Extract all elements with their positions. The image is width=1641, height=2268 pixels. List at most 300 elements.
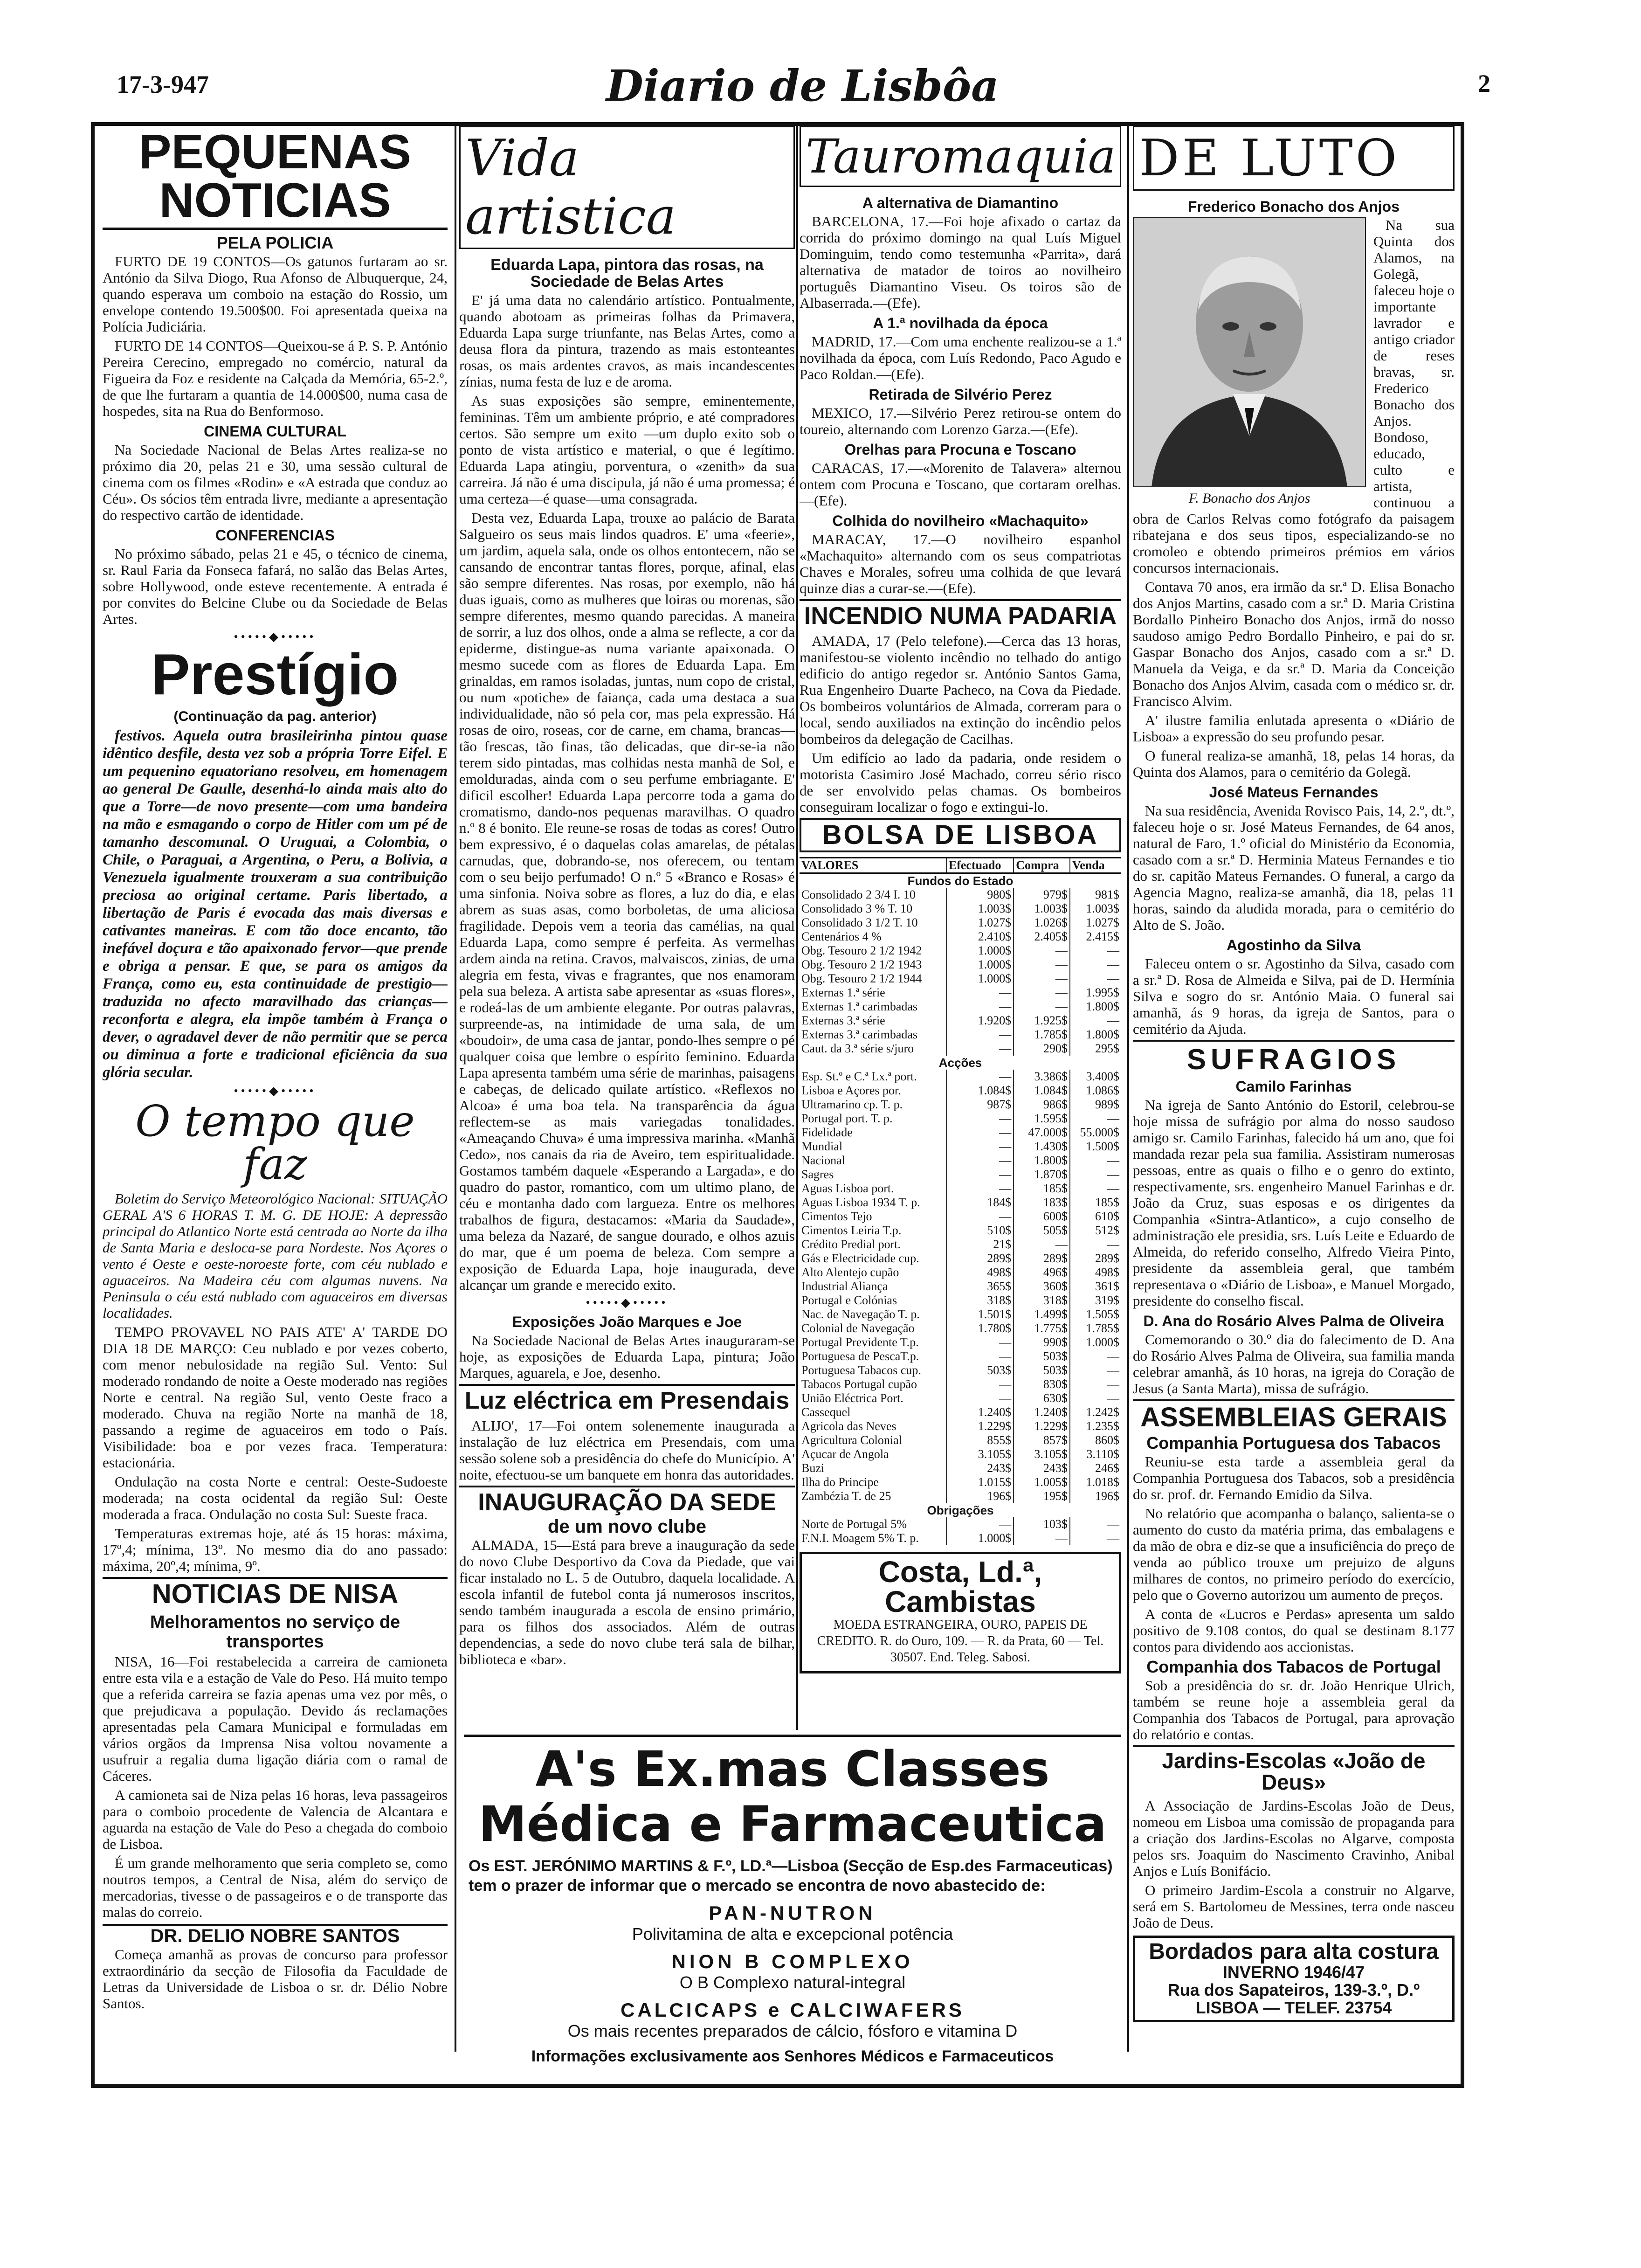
article-text: No próximo sábado, pelas 21 e 45, o técnico de cinema, sr. Raul Faria da Fonseca fafará, no salão das Belas Artes, sobre Hollywood, onde esteve recentemente. A entrada é por convites do Belcine Clube ou da Sociedade de Belas Artes. <box>103 546 448 627</box>
table-row <box>800 1098 1121 1112</box>
table-row <box>800 1224 1121 1238</box>
advert-footer: Informações exclusivamente aos Senhores Médicos e Farmaceuticos <box>531 2047 1054 2065</box>
price-cell: 318$ <box>946 1293 1014 1307</box>
price-cell: — <box>1070 944 1121 958</box>
security-name: Nac. de Navegação T. p. <box>801 1307 920 1321</box>
column-de-luto <box>1133 126 1455 2052</box>
stock-table-body <box>800 873 1121 1546</box>
security-name: Gás e Electricidade cup. <box>801 1252 919 1265</box>
table-row <box>800 1349 1121 1363</box>
price-cell: 510$ <box>946 1224 1014 1238</box>
article-text: No relatório que acompanha o balanço, salienta-se o aumento do custo da matéria prima, das embalagens e da mão de obra e diz-se que a insuficiência do preço de venda ao público trouxe um prejuizo de alguns milhares de contos, no primeiro período do exercício, pelo que o Governo autorizou um aumento de preços. <box>1133 1505 1455 1603</box>
table-row <box>800 944 1121 958</box>
article-title: PELA POLICIA <box>216 233 334 252</box>
price-cell: 1.780$ <box>946 1321 1014 1335</box>
advert-title: Costa, Ld.ª, Cambistas <box>878 1555 1042 1618</box>
table-row <box>800 1252 1121 1265</box>
table-row <box>800 1028 1121 1042</box>
product-name: CALCICAPS e CALCIWAFERS <box>621 1999 965 2021</box>
security-name: Sagres <box>801 1168 834 1181</box>
security-name: Lisboa e Açores por. <box>801 1084 901 1097</box>
article-text: Na Sociedade Nacional de Belas Artes inauguraram-se hoje, as exposições de Eduarda Lapa, pintura; João Marques, aguarela, e Joe, desenho. <box>459 1332 795 1381</box>
price-cell: 1.775$ <box>1014 1321 1070 1335</box>
price-cell: 319$ <box>1070 1293 1121 1307</box>
article-title: NOTICIAS DE NISA <box>103 1577 448 1608</box>
price-cell: 1.800$ <box>1014 1154 1070 1168</box>
article-text: AMADA, 17 (Pelo telefone).—Cerca das 13 horas, manifestou-se violento incêndio no telhado do antigo edificio do antigo regedor sr. António Santos Gama, Rua Engenheiro Duarte Pacheco, na Cova da Piedade. Os bombeiros voluntários de Almada, correram para o local, sendo auxiliados na extinção do incêndio pelos bombeiros da delegação de Cacilhas. <box>800 633 1121 747</box>
price-cell: 1.003$ <box>1070 902 1121 916</box>
price-cell: 1.505$ <box>1070 1307 1121 1321</box>
price-cell: — <box>946 1349 1014 1363</box>
security-name: Norte de Portugal 5% <box>801 1517 907 1531</box>
article-text: MARACAY, 17.—O novilheiro espanhol «Machaquito» alternando com os seus compatriotas Chaves e Morales, sofreu uma colhida de que levará quinze dias a curar-se.—(Efe). <box>800 531 1121 596</box>
article-text: Boletim do Serviço Meteorológico Nacional: SITUAÇÃO GERAL A'S 6 HORAS T. M. G. DE HOJE: A depressão principal do Atlantico Norte está centrada ao Norte da ilha de Santa Maria e desloca-se para Nordeste. Nos Açores o vento é Oeste e oeste-noroeste forte, com céu nublado e aguaceiros. Na Madeira céu com algumas nuvens. Na Peninsula o céu está nublado com aguaceiros em diversas localidades. <box>103 1190 448 1321</box>
price-cell: — <box>946 986 1014 1000</box>
article-title: INAUGURAÇÃO DA SEDE <box>459 1486 795 1514</box>
price-cell: 990$ <box>1014 1335 1070 1349</box>
price-cell: — <box>946 1028 1014 1042</box>
price-cell: — <box>1014 986 1070 1000</box>
price-cell: 3.105$ <box>1014 1447 1070 1461</box>
table-row <box>800 1126 1121 1140</box>
article-text: Ondulação na costa Norte e central: Oeste-Sudoeste moderada; na costa ocidental da região Sul: Oeste moderada a fraca. Ondulação no costa Sul: Sueste fraca. <box>103 1473 448 1522</box>
price-cell: 289$ <box>946 1252 1014 1265</box>
issue-date: 17-3-947 <box>117 70 209 98</box>
table-row <box>800 1084 1121 1098</box>
security-name: Agricola das Neves <box>801 1419 896 1433</box>
price-cell: 3.386$ <box>1014 1070 1070 1084</box>
price-cell: 1.870$ <box>1014 1168 1070 1182</box>
price-cell: 3.105$ <box>946 1447 1014 1461</box>
section-heading: Vida artistica <box>459 126 795 249</box>
article-title: Companhia dos Tabacos de Portugal <box>1146 1657 1441 1676</box>
article-title: DR. DELIO NOBRE SANTOS <box>103 1924 448 1944</box>
stock-table <box>800 857 1121 1545</box>
price-cell: — <box>1014 1531 1070 1545</box>
table-row <box>800 1321 1121 1335</box>
article-text: festivos. Aquela outra brasileirinha pintou quase idêntico desfile, desta vez sob a própria Torre Eifel. E um pequenino equatoriano resolveu, em homenagem ao general De Gaulle, desenhá-lo ainda mais alto do que a Torre—de novo presente—com uma bandeira na mão e esmagando o corpo de Hitler com um pé de tamanho descomunal. O Uruguai, a Colombia, o Chile, o Paraguai, a Argentina, o Peru, a Bolivia, a Venezuela igualmente trouxeram a sua contribuição preciosa ao original certame. Paris libertado, a libertação de Paris é evocada das mais diversas e cativantes maneiras. E com tão doce encanto, tão inefável doçura e tão apaixonado fervor—que prende e obriga a pensar. E que, se para os amigos da França, como eu, esta continuidade de prestigio—traduzida no afecto maravilhado das crianças—reconforta e alegra, ela impõe também à França o dever, o agradavel dever de não permitir que se perca ou diminua a forte e tradicional eficiência da sua glória secular. <box>103 727 448 1081</box>
table-row <box>800 1265 1121 1279</box>
price-cell: 600$ <box>1014 1210 1070 1224</box>
price-cell: 21$ <box>946 1238 1014 1252</box>
security-name: Açucar de Angola <box>801 1447 889 1461</box>
price-cell: 184$ <box>946 1196 1014 1210</box>
price-cell: 295$ <box>1070 1042 1121 1056</box>
security-name: Obg. Tesouro 2 1/2 1942 <box>801 944 922 957</box>
column-tauromaquia <box>800 126 1121 1735</box>
security-name: Consolidado 3 % T. 10 <box>801 902 913 915</box>
security-name: Esp. St.º e C.ª Lx.ª port. <box>801 1070 917 1083</box>
article-text: FURTO DE 14 CONTOS—Queixou-se á P. S. P. António Pereira Cerecino, empregado no comércio, natural da Figueira da Foz e residente na Calçada da Memória, 65-2.º, de que lhe furtaram a quantia de 14.000$00, numa casa de hospedes, sita na Rua do Benformoso. <box>103 338 448 419</box>
article-text: Faleceu ontem o sr. Agostinho da Silva, casado com a sr.ª D. Rosa de Almeida e Silva, pai de D. Hermínia Silva e sogro do sr. António Maia. O funeral sai amanhã, ás 9 horas, da igreja de Santos, para o cemitério da Ajuda. <box>1133 955 1455 1037</box>
security-name: Zambézia T. de 25 <box>801 1489 891 1503</box>
price-cell: — <box>1014 944 1070 958</box>
table-row <box>800 888 1121 902</box>
price-cell: 1.026$ <box>1014 916 1070 930</box>
column-rule <box>455 126 456 2052</box>
price-cell: 860$ <box>1070 1433 1121 1447</box>
price-cell: — <box>946 1182 1014 1196</box>
price-cell: 1.000$ <box>946 1531 1014 1545</box>
table-row <box>800 1531 1121 1545</box>
price-cell: — <box>1070 1531 1121 1545</box>
table-row <box>800 1070 1121 1084</box>
price-cell: — <box>946 1154 1014 1168</box>
price-cell: 979$ <box>1014 888 1070 902</box>
price-cell: 1.003$ <box>946 902 1014 916</box>
security-name: Ilha do Principe <box>801 1475 879 1489</box>
price-cell: 3.110$ <box>1070 1447 1121 1461</box>
article-title: Companhia Portuguesa dos Tabacos <box>1146 1433 1441 1452</box>
security-name: Obg. Tesouro 2 1/2 1944 <box>801 972 922 985</box>
column-header: Efectuado <box>946 858 1014 873</box>
article-text: Na igreja de Santo António do Estoril, celebrou-se hoje missa de sufrágio por alma do nosso saudoso amigo sr. Camilo Farinhas, falecido há um ano, que foi mandada rezar pela sua familia. Assistiram numerosas pessoas, entre as quais o filho e o genro do extinto, respectivamente, srs. engenheiro Manuel Farinhas e dr. João da Cruz, suas esposas e os dirigentes da Companhia «Sintra-Atlantico», a cujo conselho de administração ele presidia, srs. Luís Leite e Eduardo de Almeida, do referido conselho, Alfredo Vieira Pinto, presidente da assembleia geral, que também representava o «Diário de Lisboa», e Manuel Morgado, presidente do conselho fiscal. <box>1133 1097 1455 1309</box>
price-cell: 1.235$ <box>1070 1419 1121 1433</box>
table-row <box>800 1112 1121 1126</box>
security-name: Buzi <box>801 1461 825 1475</box>
price-cell: — <box>1014 972 1070 986</box>
advert-line: Rua dos Sapateiros, 139-3.º, D.º <box>1167 1980 1420 1999</box>
security-name: Portugal port. T. p. <box>801 1112 893 1125</box>
price-cell: 365$ <box>946 1279 1014 1293</box>
price-cell: 1.800$ <box>1070 1028 1121 1042</box>
price-cell: 289$ <box>1014 1252 1070 1265</box>
security-name: Ultramarino cp. T. p. <box>801 1098 903 1111</box>
article-subtitle: de um novo clube <box>547 1516 707 1537</box>
price-cell: — <box>1014 958 1070 972</box>
table-row <box>800 1489 1121 1503</box>
article-title: A 1.ª novilhada da época <box>873 315 1048 332</box>
security-name: Mundial <box>801 1140 843 1153</box>
price-cell: 1.003$ <box>1014 902 1070 916</box>
article-text: A camioneta sai de Niza pelas 16 horas, leva passageiros para o comboio procedente de Valencia de Alcantara e aguarda na estação de Vale do Peso a chegada do comboio de Lisboa. <box>103 1787 448 1852</box>
security-name: Obg. Tesouro 2 1/2 1943 <box>801 958 922 971</box>
table-group-title: Acções <box>938 1056 982 1070</box>
article-text: MADRID, 17.—Com uma enchente realizou-se a 1.ª novilhada da época, com Luís Redondo, Paco Agudo e Paco Roldan.—(Efe). <box>800 333 1121 382</box>
table-row <box>800 1517 1121 1531</box>
table-group-row <box>800 1056 1121 1070</box>
advert-line: LISBOA — TELEF. 23754 <box>1195 1998 1392 2017</box>
advert-line: INVERNO 1946/47 <box>1222 1963 1365 1982</box>
price-cell: — <box>1070 1363 1121 1377</box>
price-cell: 1.242$ <box>1070 1405 1121 1419</box>
product-description: O B Complexo natural-integral <box>679 1973 906 1992</box>
price-cell: 1.501$ <box>946 1307 1014 1321</box>
price-cell: — <box>946 1377 1014 1391</box>
security-name: Colonial de Navegação <box>801 1321 915 1335</box>
article-text: Temperaturas extremas hoje, até ás 15 horas: máxima, 17º,4; mínima, 13º. No mesmo dia do ano passado: máxima, 20º,4; mínima, 9º. <box>103 1525 448 1574</box>
price-cell: 989$ <box>1070 1098 1121 1112</box>
section-heading: SUFRAGIOS <box>1133 1040 1455 1074</box>
price-cell: 1.084$ <box>946 1084 1014 1098</box>
price-cell: 183$ <box>1014 1196 1070 1210</box>
price-cell: 1.499$ <box>1014 1307 1070 1321</box>
price-cell: — <box>1070 1517 1121 1531</box>
price-cell: 512$ <box>1070 1224 1121 1238</box>
price-cell: 1.027$ <box>946 916 1014 930</box>
price-cell: 1.000$ <box>946 958 1014 972</box>
price-cell: — <box>1070 1238 1121 1252</box>
security-name: Nacional <box>801 1154 845 1167</box>
article-subtitle: Melhoramentos no serviço de transportes <box>150 1612 400 1652</box>
security-name: Externas 3.ª série <box>801 1014 885 1027</box>
table-row <box>800 1182 1121 1196</box>
article-title: D. Ana do Rosário Alves Palma de Oliveira <box>1143 1313 1444 1329</box>
table-row <box>800 1377 1121 1391</box>
product-name: PAN-NUTRON <box>709 1902 876 1924</box>
price-cell: 246$ <box>1070 1461 1121 1475</box>
price-cell: 2.405$ <box>1014 930 1070 944</box>
portrait-photo <box>1133 217 1366 506</box>
price-cell: 855$ <box>946 1433 1014 1447</box>
article-text: MEXICO, 17.—Silvério Perez retirou-se ontem do toureio, alternando com Lorenzo Garza.—(Efe). <box>800 405 1121 437</box>
article-title: Retirada de Silvério Perez <box>869 386 1052 403</box>
table-row <box>800 1447 1121 1461</box>
security-name: Cassequel <box>801 1405 851 1419</box>
price-cell: — <box>1070 1014 1121 1028</box>
price-cell: 360$ <box>1014 1279 1070 1293</box>
product-description: Polivitamina de alta e excepcional potência <box>632 1924 953 1943</box>
price-cell: — <box>1070 1377 1121 1391</box>
price-cell: 195$ <box>1014 1489 1070 1503</box>
price-cell: 503$ <box>1014 1349 1070 1363</box>
article-title: Agostinho da Silva <box>1226 937 1361 954</box>
price-cell: — <box>1070 1112 1121 1126</box>
price-cell: — <box>946 1000 1014 1014</box>
article-text: Na sua residência, Avenida Rovisco Pais, 14, 2.º, dt.º, faleceu hoje o sr. José Mateus Fernandes, de 64 anos, natural de Faro, 1.º oficial do Ministério da Economia, casado com a sr.ª D. Herminia Mateus Fernandes e tio do sr. capitão Mateus Fernandes. O funeral, a cargo da Agencia Magno, realiza-se amanhã, dia 18, pelas 11 horas, saindo da aludida morada, para o cemitério do Alto de S. João. <box>1133 802 1455 933</box>
security-name: Tabacos Portugal cupão <box>801 1377 917 1391</box>
security-name: Externas 1.ª carimbadas <box>801 1000 918 1013</box>
price-cell: — <box>946 1168 1014 1182</box>
article-text: Na Sociedade Nacional de Belas Artes realiza-se no próximo dia 20, pelas 21 e 30, uma sessão cultural de cinema com os filmes «Rodin» e «A estrada que conduz ao Céu». Os sócios têm entrada livre, mediante a apresentação do respectivo cartão de identidade. <box>103 442 448 523</box>
bolsa-title: BOLSA DE LISBOA <box>800 818 1121 852</box>
price-cell: 243$ <box>1014 1461 1070 1475</box>
article-text: CARACAS, 17.—«Morenito de Talavera» alternou ontem com Procuna e Toscano, que cortaram orelhas.—(Efe). <box>800 460 1121 509</box>
price-cell: 1.000$ <box>1070 1335 1121 1349</box>
divider: •••••◆••••• <box>586 1296 669 1309</box>
price-cell: 630$ <box>1014 1391 1070 1405</box>
table-row <box>800 1419 1121 1433</box>
article-title: Jardins-Escolas «João de Deus» <box>1133 1745 1455 1793</box>
advert-text: MOEDA ESTRANGEIRA, OURO, PAPEIS DE CREDITO. R. do Ouro, 109. — R. da Prata, 60 — Tel. 30507. End. Teleg. Sabosi. <box>817 1618 1104 1665</box>
table-row <box>800 916 1121 930</box>
security-name: Consolidado 3 1/2 T. 10 <box>801 916 918 929</box>
price-cell: — <box>1070 1154 1121 1168</box>
price-cell: 503$ <box>1014 1363 1070 1377</box>
security-name: Portugal e Colónias <box>801 1293 897 1307</box>
article-title: Frederico Bonacho dos Anjos <box>1188 198 1400 215</box>
price-cell: 185$ <box>1070 1196 1121 1210</box>
security-name: Externas 3.ª carimbadas <box>801 1028 918 1041</box>
divider: •••••◆••••• <box>234 630 317 643</box>
price-cell: 196$ <box>1070 1489 1121 1503</box>
article-title: INCENDIO NUMA PADARIA <box>800 599 1121 628</box>
article-text: É um grande melhoramento que seria completo se, como noutros tempos, a Central de Nisa, além do serviço de mercadorias, tivesse o de passageiros e o de transporte das malas do correio. <box>103 1855 448 1920</box>
price-cell: 1.925$ <box>1014 1014 1070 1028</box>
price-cell: — <box>946 1112 1014 1126</box>
table-row <box>800 1014 1121 1028</box>
page-number: 2 <box>1478 69 1490 97</box>
price-cell: 3.400$ <box>1070 1070 1121 1084</box>
price-cell: — <box>1070 1182 1121 1196</box>
masthead <box>0 56 1641 126</box>
article-text: As suas exposições são sempre, eminentemente, femininas. Têm um ambiente próprio, e até compradores certos. São sempre um exito —um duplo exito sob o ponto de vista artístico e material, o que é legítimo. Eduarda Lapa atingiu, porventura, o «zenith» da sua carreira. Já não é uma discipula, já não é uma promessa; é uma certeza—é quase—uma consagrada. <box>459 393 795 507</box>
column-rule <box>796 126 798 1730</box>
table-row <box>800 1279 1121 1293</box>
price-cell: 1.920$ <box>946 1014 1014 1028</box>
article-text: Reuniu-se esta tarde a assembleia geral da Companhia Portuguesa dos Tabacos, sob a presidência do sr. prof. dr. Fernando Emidio da Silva. <box>1133 1453 1455 1502</box>
article-text: A conta de «Lucros e Perdas» apresenta um saldo positivo de 9.108 contos, do qual se destinam 8.177 contos para dividendo aos accionistas. <box>1133 1606 1455 1655</box>
price-cell: 498$ <box>1070 1265 1121 1279</box>
security-name: Caut. da 3.ª série s/juro <box>801 1042 914 1055</box>
table-row <box>800 1140 1121 1154</box>
table-group-row <box>800 873 1121 888</box>
price-cell: 185$ <box>1014 1182 1070 1196</box>
security-name: Aguas Lisboa 1934 T. p. <box>801 1196 920 1209</box>
article-text: E' já uma data no calendário artístico. Pontualmente, quando abotoam as primeiras folhas da Primavera, Eduarda Lapa surge triunfante, nas Belas Artes, como a deusa flora da pintura, trazendo as mais estonteantes rosas, os mais ardentes cravos, as mais incandescentes zínias, numa festa de luz e de aroma. <box>459 292 795 390</box>
table-row <box>800 1196 1121 1210</box>
column-header: VALORES <box>800 858 946 873</box>
article-title: A alternativa de Diamantino <box>862 194 1059 211</box>
article-text: BARCELONA, 17.—Foi hoje afixado o cartaz da corrida do próximo domingo na qual Luís Miguel Dominguim, tendo como testemunha «Parrita», dará alternativa de matador de toiros ao novilheiro português Diamantino Viseu. Os toiros são de Albaserrada.—(Efe). <box>800 213 1121 311</box>
price-cell: 987$ <box>946 1098 1014 1112</box>
price-cell: — <box>946 1210 1014 1224</box>
article-text: ALMADA, 15—Está para breve a inauguração da sede do novo Clube Desportivo da Cova da Piedade, que vai ficar instalado no L. 5 de Outubro, daquela localidade. A escola infantil de futebol conta já numerosos inscritos, sendo também inaugurada a escola de ensino primário, para os filhos dos associados. Além de outras dependencias, a sede do novo clube terá sala de bilhar, biblioteca e «bar». <box>459 1537 795 1667</box>
cambistas-advert <box>800 1552 1121 1673</box>
price-cell: 1.785$ <box>1070 1321 1121 1335</box>
article-text: Contava 70 anos, era irmão da sr.ª D. Elisa Bonacho dos Anjos Martins, casado com a sr.ª D. Maria Cristina Bordallo Pinheiro Bonacho dos Anjos, irmã do nosso saudoso amigo Pedro Bordallo Pinheiro, e pai do sr. Gaspar Bonacho dos Anjos, casado com a sr.ª D. Manuela da Veiga, e da sr.ª D. Maria da Conceição Bonacho dos Anjos Alvim, casada com o médico sr. dr. Francisco Alvim. <box>1133 579 1455 709</box>
table-header-row <box>800 858 1121 873</box>
table-row <box>800 1293 1121 1307</box>
table-row <box>800 1433 1121 1447</box>
price-cell: — <box>1014 1000 1070 1014</box>
price-cell: 503$ <box>946 1363 1014 1377</box>
price-cell: — <box>946 1070 1014 1084</box>
article-text: NISA, 16—Foi restabelecida a carreira de camioneta entre esta vila e a estação de Vale do Peso. Há muito tempo que a referida carreira se fazia apenas uma vez por mês, o que prejudicava a população. Devido ás reclamações apresentadas pela Camara Municipal e formuladas em vários orgãos da Imprensa Nisa voltou novamente a usufruir a regalia duma ligação diária com o ramal de Cáceres. <box>103 1653 448 1784</box>
article-text: Começa amanhã as provas de concurso para professor extraordinário da secção de Filosofia da Faculdade de Letras da Universidade de Lisboa o sr. dr. Délio Nobre Santos. <box>103 1946 448 2012</box>
column-header: Compra <box>1014 858 1070 873</box>
security-name: Fidelidade <box>801 1126 853 1139</box>
article-title: Colhida do novilheiro «Machaquito» <box>832 512 1089 529</box>
product-name: NION B COMPLEXO <box>671 1950 914 1972</box>
security-name: Portugal Previdente T.p. <box>801 1335 919 1349</box>
price-cell: 1.084$ <box>1014 1084 1070 1098</box>
advert-title: A's Ex.mas Classes Médica e Farmaceutica <box>478 1741 1107 1853</box>
price-cell: — <box>946 1140 1014 1154</box>
price-cell: 1.785$ <box>1014 1028 1070 1042</box>
table-row <box>800 1210 1121 1224</box>
column-pequenas-noticias <box>103 126 448 2052</box>
article-text: A' ilustre familia enlutada apresenta o «Diário de Lisboa» a expressão do seu profundo pesar. <box>1133 712 1455 745</box>
price-cell: 1.800$ <box>1070 1000 1121 1014</box>
price-cell: 243$ <box>946 1461 1014 1475</box>
price-cell: 1.015$ <box>946 1475 1014 1489</box>
table-row <box>800 1335 1121 1349</box>
price-cell: — <box>946 1126 1014 1140</box>
price-cell: — <box>1070 1349 1121 1363</box>
section-heading: DE LUTO <box>1133 126 1455 191</box>
bordados-advert <box>1133 1936 1455 2022</box>
price-cell: 47.000$ <box>1014 1126 1070 1140</box>
security-name: Portuguesa de PescaT.p. <box>801 1349 919 1363</box>
table-row <box>800 1238 1121 1252</box>
price-cell: — <box>946 1391 1014 1405</box>
article-title: CINEMA CULTURAL <box>204 423 346 440</box>
price-cell: 1.000$ <box>946 972 1014 986</box>
column-vida-artistica <box>459 126 795 1735</box>
article-text: ALIJO', 17—Foi ontem solenemente inaugurada a instalação de luz eléctrica em Presendais, com uma sessão solene sob a presidência do chefe do Município. A' noite, efectuou-se um banquete em honra das autoridades. <box>459 1418 795 1483</box>
price-cell: 103$ <box>1014 1517 1070 1531</box>
article-title: CONFERENCIAS <box>215 527 335 544</box>
price-cell: 55.000$ <box>1070 1126 1121 1140</box>
price-cell: 318$ <box>1014 1293 1070 1307</box>
price-cell: — <box>1070 958 1121 972</box>
advert-title: Bordados para alta costura <box>1149 1939 1439 1964</box>
price-cell: — <box>1070 972 1121 986</box>
product-description: Os mais recentes preparados de cálcio, fósforo e vitamina D <box>567 2021 1018 2040</box>
article-title: Camilo Farinhas <box>1235 1078 1352 1095</box>
table-row <box>800 986 1121 1000</box>
section-heading: ASSEMBLEIAS GERAIS <box>1133 1399 1455 1431</box>
price-cell: 196$ <box>946 1489 1014 1503</box>
table-row <box>800 972 1121 986</box>
table-row <box>800 1307 1121 1321</box>
security-name: Crédito Predial port. <box>801 1238 901 1251</box>
security-name: Cimentos Leiria T.p. <box>801 1224 902 1237</box>
price-cell: 289$ <box>1070 1252 1121 1265</box>
price-cell: 496$ <box>1014 1265 1070 1279</box>
article-text: A Associação de Jardins-Escolas João de Deus, nomeou em Lisboa uma comissão de propaganda para a criação dos Jardins-Escolas no Algarve, composta pelos srs. Joaquim do Nascimento Cravinho, Anibal Anjos e Luís Bonifácio. <box>1133 1798 1455 1879</box>
security-name: Cimentos Tejo <box>801 1210 872 1223</box>
table-row <box>800 1363 1121 1377</box>
price-cell: — <box>1070 1391 1121 1405</box>
article-text: FURTO DE 19 CONTOS—Os gatunos furtaram ao sr. António da Silva Diogo, Rua Afonso de Albuquerque, 24, quando esperava um comboio na estação do Rossio, um envelope contendo 19.500$00. Foi apresentada queixa na Polícia Judiciária. <box>103 253 448 335</box>
price-cell: 1.240$ <box>1014 1405 1070 1419</box>
price-cell: — <box>1070 1168 1121 1182</box>
security-name: Consolidado 2 3/4 I. 10 <box>801 888 916 901</box>
price-cell: 1.240$ <box>946 1405 1014 1419</box>
price-cell: 980$ <box>946 888 1014 902</box>
table-row <box>800 930 1121 944</box>
article-title: Prestígio <box>151 643 399 707</box>
portrait-image <box>1133 217 1366 487</box>
column-header: Venda <box>1070 858 1121 873</box>
price-cell: 505$ <box>1014 1224 1070 1238</box>
table-row <box>800 1391 1121 1405</box>
article-title: Eduarda Lapa, pintora das rosas, na Sociedade de Belas Artes <box>490 256 764 290</box>
article-text: Comemorando o 30.º dia do falecimento de D. Ana do Rosário Alves Palma de Oliveira, sua familia manda celebrar amanhã, ás 10 horas, na igreja do Coração de Jesus (a Santa Marta), missa de sufrágio. <box>1133 1331 1455 1397</box>
price-cell: 498$ <box>946 1265 1014 1279</box>
table-row <box>800 1154 1121 1168</box>
price-cell: — <box>946 1042 1014 1056</box>
price-cell: 1.500$ <box>1070 1140 1121 1154</box>
table-row <box>800 1000 1121 1014</box>
table-row <box>800 958 1121 972</box>
article-text: TEMPO PROVAVEL NO PAIS ATE' A' TARDE DO DIA 18 DE MARÇO: Ceu nublado e por vezes coberto, com menor nebulosidade na região Sul. Vento: Sul moderado rondando de noite a Oeste moderado nas regiões Norte e central. Na região Sul, vento Oeste fraco a moderado. Chuva na região Norte na manhã de 18, passando a regime de aguaceiros em todo o País. Visibilidade: boa e por vezes fraca. Temperatura: estacionária. <box>103 1324 448 1471</box>
table-row <box>800 1042 1121 1056</box>
newspaper-title: Diario de Lisbôa <box>606 61 999 111</box>
advert-intro: Os EST. JERÓNIMO MARTINS & F.º, LD.ª—Lisboa (Secção de Esp.des Farmaceuticas) tem o prazer de informar que o mercado se encontra de novo abastecido de: <box>469 1857 1113 1895</box>
price-cell: 857$ <box>1014 1433 1070 1447</box>
table-row <box>800 1405 1121 1419</box>
security-name: F.N.I. Moagem 5% T. p. <box>801 1531 919 1545</box>
article-text: Sob a presidência do sr. dr. João Henrique Ulrich, também se reune hoje a assembleia geral da Companhia dos Tabacos de Portugal, para aprovação do relatório e contas. <box>1133 1677 1455 1742</box>
divider: •••••◆••••• <box>234 1084 317 1098</box>
section-heading: PEQUENAS NOTICIAS <box>103 128 448 230</box>
table-row <box>800 902 1121 916</box>
price-cell: 2.410$ <box>946 930 1014 944</box>
price-cell: — <box>946 1335 1014 1349</box>
